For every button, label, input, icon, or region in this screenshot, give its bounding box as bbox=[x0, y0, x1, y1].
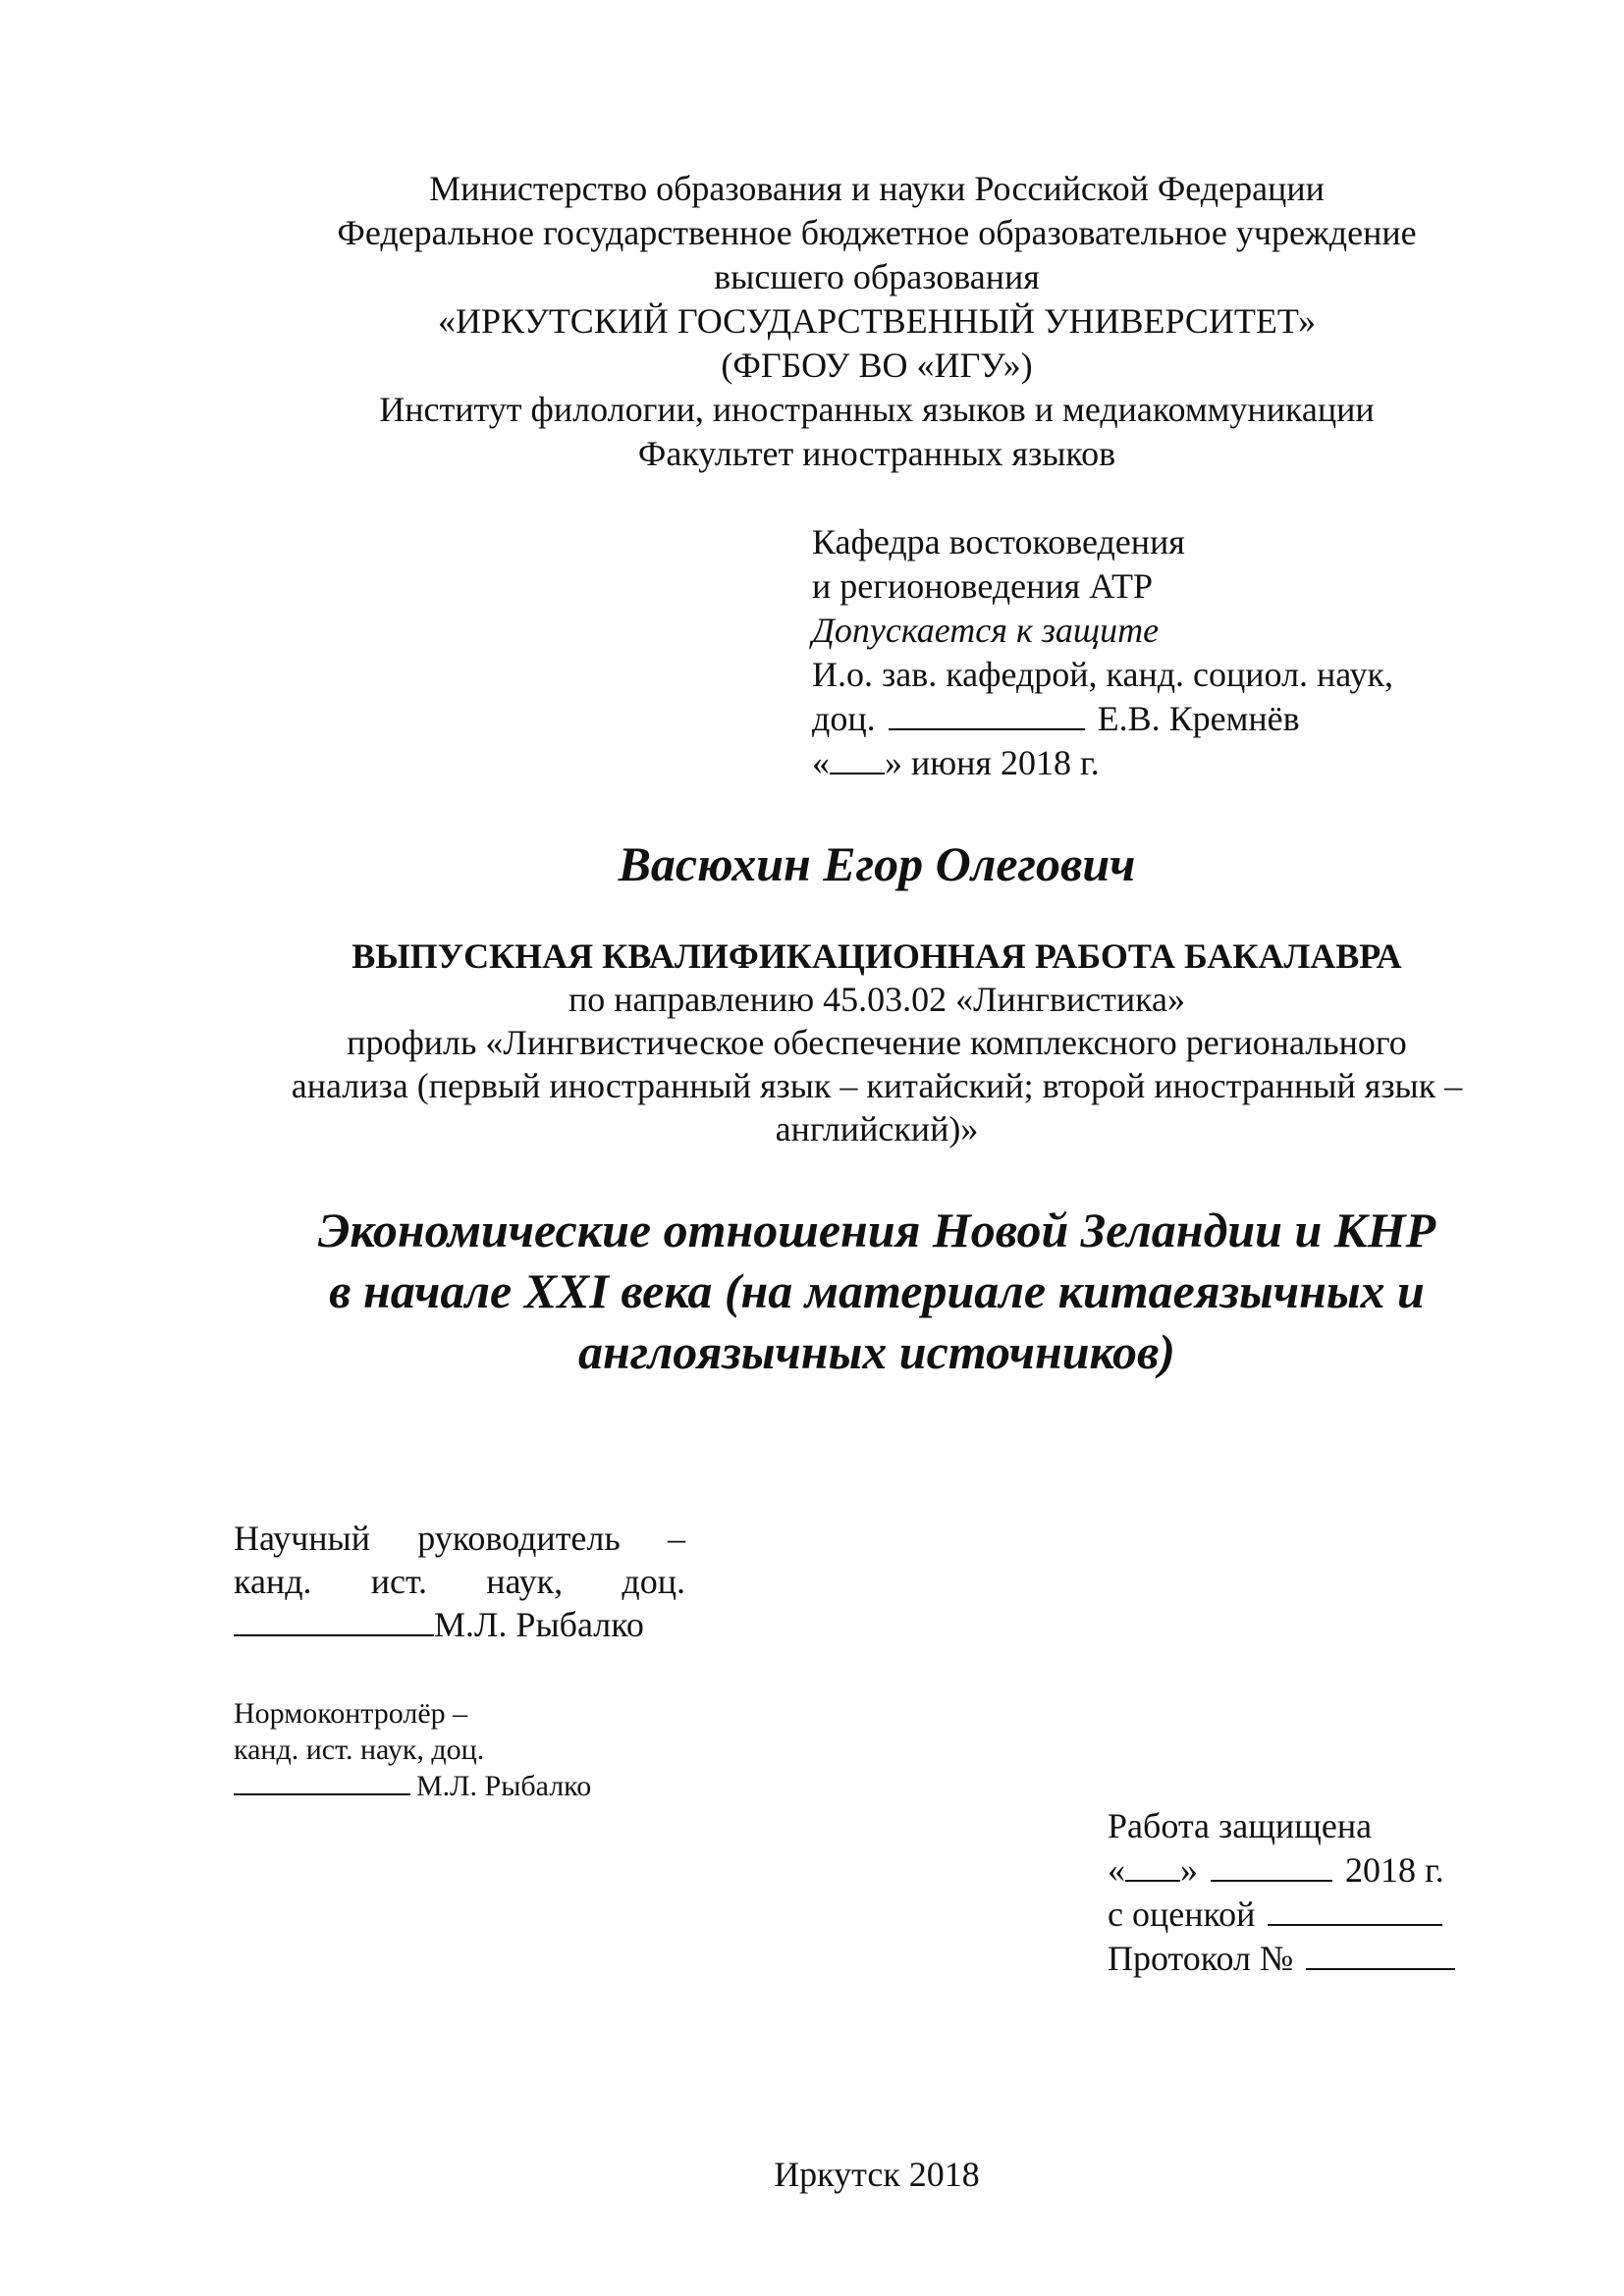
work-direction: по направлению 45.03.02 «Лингвистика» bbox=[568, 980, 1186, 1019]
institution-type-line: Федеральное государственное бюджетное образовательное учреждение bbox=[337, 213, 1417, 252]
head-signature-line bbox=[812, 697, 1393, 741]
supervisor-word: доц. bbox=[622, 1562, 685, 1601]
signature-blank bbox=[234, 1633, 434, 1636]
supervisor-word: Научный bbox=[234, 1519, 370, 1558]
topic-line-2: в начале XXI века (на материале китаеязычных и bbox=[329, 1263, 1425, 1318]
grade-line bbox=[1108, 1893, 1459, 1937]
month-blank bbox=[1211, 1879, 1332, 1882]
thesis-topic bbox=[0, 1200, 1624, 1382]
defense-year: 2018 г. bbox=[1345, 1850, 1444, 1890]
faculty-line: Факультет иностранных языков bbox=[637, 434, 1116, 473]
topic-line-1: Экономические отношения Новой Зеландии и КНР bbox=[317, 1202, 1436, 1257]
profile-line-1: профиль «Лингвистическое обеспечение комплексного регионального bbox=[347, 1023, 1407, 1062]
normcontrol-line-2: канд. ист. наук, доц. bbox=[234, 1734, 485, 1766]
supervisor-word: канд. bbox=[234, 1562, 312, 1601]
supervisor-word: руководитель bbox=[417, 1519, 621, 1558]
university-abbr-line: (ФГБОУ ВО «ИГУ») bbox=[721, 346, 1033, 385]
date-quote-open: « bbox=[812, 743, 830, 782]
department-approval-block bbox=[812, 520, 1393, 785]
topic-line-3: англоязычных источников) bbox=[578, 1324, 1175, 1379]
admission-note: Допускается к защите bbox=[812, 611, 1160, 650]
approval-date-line bbox=[812, 741, 1393, 785]
city-year: Иркутск 2018 bbox=[774, 2155, 980, 2194]
day-blank bbox=[830, 772, 885, 774]
date-rest: » июня 2018 г. bbox=[885, 743, 1100, 782]
defense-block bbox=[1108, 1804, 1459, 1981]
signature-blank bbox=[234, 1792, 410, 1795]
signature-blank bbox=[889, 727, 1085, 730]
supervisor-name: М.Л. Рыбалко bbox=[434, 1605, 644, 1644]
work-type: ВЫПУСКНАЯ КВАЛИФИКАЦИОННАЯ РАБОТА БАКАЛАВРА bbox=[352, 936, 1402, 976]
ministry-line: Министерство образования и науки Российской Федерации bbox=[429, 169, 1325, 208]
education-level-line: высшего образования bbox=[714, 257, 1040, 296]
head-name: Е.В. Кремнёв bbox=[1097, 699, 1300, 738]
date-quote-close: » bbox=[1180, 1850, 1198, 1890]
protocol-line bbox=[1108, 1937, 1459, 1981]
profile-line-3: английский)» bbox=[775, 1109, 979, 1148]
supervisor-line-2 bbox=[234, 1560, 685, 1603]
normcontrol-line-1: Нормоконтролёр – bbox=[234, 1697, 468, 1730]
normcontrol-signature-line bbox=[234, 1768, 591, 1804]
head-title: И.о. зав. кафедрой, канд. социол. наук, bbox=[812, 655, 1393, 694]
protocol-label: Протокол № bbox=[1108, 1939, 1294, 1978]
day-blank bbox=[1125, 1879, 1180, 1882]
supervisor-line-1 bbox=[234, 1517, 685, 1560]
institute-line: Институт филологии, иностранных языков и медиакоммуникации bbox=[379, 390, 1375, 429]
department-line-1: Кафедра востоковедения bbox=[812, 522, 1185, 561]
author-name: Васюхин Егор Олегович bbox=[618, 836, 1136, 891]
head-rank: доц. bbox=[812, 699, 876, 738]
defense-date-line bbox=[1108, 1848, 1459, 1893]
grade-label: с оценкой bbox=[1108, 1895, 1256, 1934]
university-name-line: «ИРКУТСКИЙ ГОСУДАРСТВЕННЫЙ УНИВЕРСИТЕТ» bbox=[438, 301, 1316, 341]
normcontrol-block bbox=[234, 1695, 591, 1804]
institution-header bbox=[0, 167, 1624, 476]
supervisor-word: – bbox=[668, 1519, 685, 1558]
supervisor-block bbox=[234, 1517, 685, 1646]
grade-blank bbox=[1268, 1923, 1442, 1926]
supervisor-word: наук, bbox=[486, 1562, 564, 1601]
protocol-blank bbox=[1306, 1967, 1455, 1970]
profile-line-2: анализа (первый иностранный язык – китайский; второй иностранный язык – bbox=[291, 1066, 1463, 1105]
supervisor-signature-line bbox=[234, 1603, 685, 1646]
date-quote-open: « bbox=[1108, 1850, 1125, 1890]
defense-line-1: Работа защищена bbox=[1108, 1806, 1373, 1845]
work-description bbox=[0, 934, 1624, 1150]
supervisor-word: ист. bbox=[370, 1562, 428, 1601]
normcontrol-name: М.Л. Рыбалко bbox=[416, 1770, 592, 1802]
department-line-2: и регионоведения АТР bbox=[812, 566, 1154, 606]
